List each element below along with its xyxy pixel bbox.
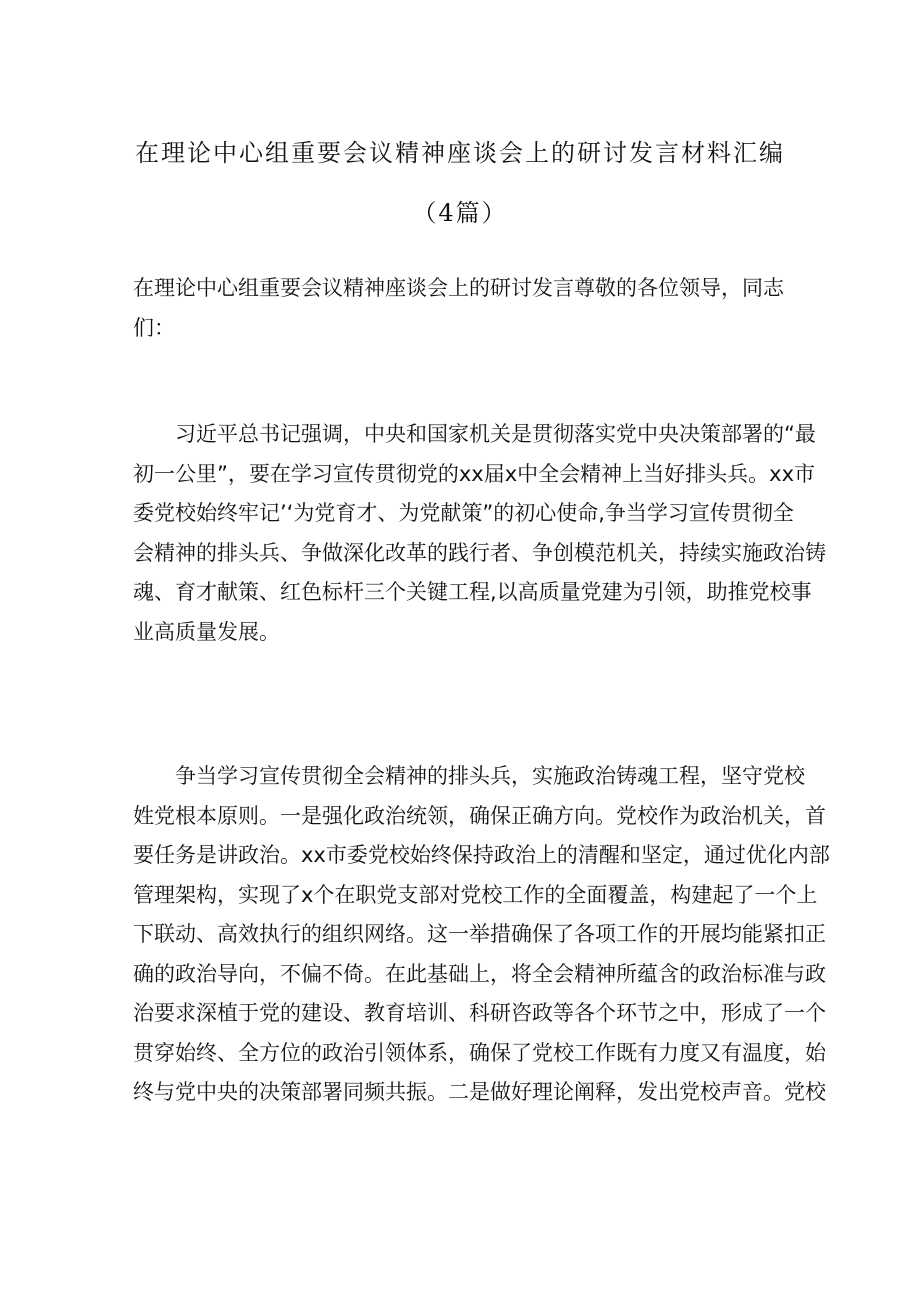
text-line: 习近平总书记强调，中央和国家机关是贯彻落实党中央决策部署的“最 [133,422,816,446]
text-line: 姓党根本原则。一是强化政治统领，确保正确方向。党校作为政治机关，首 [133,803,826,828]
text-line: 在理论中心组重要会议精神座谈会上的研讨发言尊敬的各位领导，同志 [133,276,784,300]
text-line: 下联动、高效执行的组织网络。这一举措确保了各项工作的开展均能紧扣正 [133,922,826,946]
text-line: 管理架构，实现了x个在职党支部对党校工作的全面覆盖，构建起了一个上 [133,882,818,907]
text-line: 魂、育才献策、红色标杆三个关键工程,以高质量党建为引领，助推党校事 [133,580,812,604]
text-line: 贯穿始终、全方位的政治引领体系，确保了党校工作既有力度又有温度，始 [133,1040,826,1065]
text-line: 初一公里”，要在学习宣传贯彻党的xx届x中全会精神上当好排头兵。xx市 [133,461,816,486]
text-line: 要任务是讲政治。xx市委党校始终保持政治上的清醒和坚定，通过优化内部 [133,843,830,867]
text-line: 业高质量发展。 [133,619,280,644]
salutation [133,269,793,348]
text-line: 确的政治导向，不偏不倚。在此基础上，将全会精神所蕴含的政治标准与政 [133,961,826,986]
paragraph-1 [133,415,826,652]
text-line: 争当学习宣传贯彻全会精神的排头兵，实施政治铸魂工程，坚守党校 [133,764,805,788]
text-line: 治要求深植于党的建设、教育培训、科研咨政等各个环节之中，形成了一个 [133,1001,826,1025]
document-subtitle: （4篇） [412,199,508,227]
text-line: 委党校始终牢记’‘为党育才、为党献策”的初心使命,争当学习宣传贯彻全 [133,501,794,525]
text-line: 终与党中央的决策部署同频共振。二是做好理论阐释，发出党校声音。党校 [133,1080,826,1104]
paragraph-2 [133,757,830,1113]
document-title: 在理论中心组重要会议精神座谈会上的研讨发言材料汇编 [135,139,785,167]
text-line: 会精神的排头兵、争做深化改革的践行者、争创模范机关，持续实施政治铸 [133,540,826,565]
text-line: 们： [133,315,175,340]
